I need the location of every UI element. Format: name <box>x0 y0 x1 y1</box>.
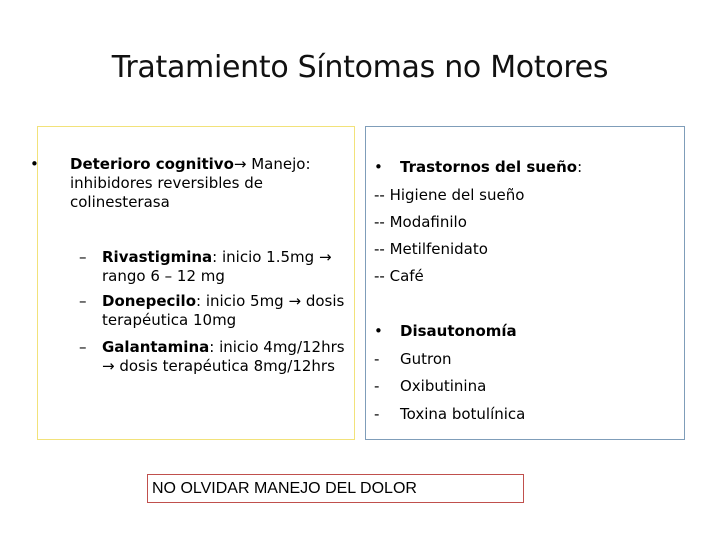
drug-dose-range: rango 6 – 12 mg <box>102 267 225 285</box>
cognitive-item <box>70 155 340 212</box>
slide-title: Tratamiento Síntomas no Motores <box>111 50 609 85</box>
arrow-icon: → <box>288 292 302 310</box>
arrow-icon: → <box>102 357 115 375</box>
sleep-item: -- Café <box>374 267 424 285</box>
sleep-item: -- Metilfenidato <box>374 240 488 258</box>
autonomic-heading: Disautonomía <box>400 322 517 340</box>
dash-icon: – <box>79 292 87 310</box>
cognitive-description: Manejo: inhibidores reversibles de colinesterasa <box>70 155 311 211</box>
sleep-title: Trastornos del sueño <box>400 158 578 176</box>
drug-item-donepecilo <box>79 292 359 330</box>
sleep-colon: : <box>577 158 583 176</box>
sleep-item: -- Higiene del sueño <box>374 186 525 204</box>
drug-dose-start: : inicio 1.5mg <box>212 248 319 266</box>
dash-icon: - <box>374 377 380 395</box>
bullet-cognitive: • <box>30 155 39 173</box>
drug-item-galantamina <box>79 338 359 376</box>
drug-dose-range: dosis terapéutica 10mg <box>102 292 345 329</box>
bullet-autonomic: • <box>374 322 383 340</box>
drug-name: Donepecilo <box>102 292 196 310</box>
autonomic-item: Toxina botulínica <box>400 405 526 423</box>
dash-icon: – <box>79 248 87 266</box>
dash-icon: - <box>374 405 380 423</box>
drug-name: Galantamina <box>102 338 210 356</box>
arrow-icon: → <box>318 248 332 266</box>
drug-name: Rivastigmina <box>102 248 213 266</box>
drug-dose-start: : inicio 4mg/12hrs <box>209 338 345 356</box>
autonomic-item: Gutron <box>400 350 452 368</box>
autonomic-item: Oxibutinina <box>400 377 487 395</box>
arrow-icon: → <box>233 155 247 173</box>
drug-dose-start: : inicio 5mg <box>196 292 289 310</box>
sleep-item: -- Modafinilo <box>374 213 467 231</box>
dash-icon: – <box>79 338 87 356</box>
drug-item-rivastigmina <box>79 248 359 286</box>
sleep-heading <box>400 158 582 177</box>
dash-icon: - <box>374 350 380 368</box>
bullet-sleep: • <box>374 158 383 176</box>
cognitive-heading: Deterioro cognitivo <box>70 155 234 173</box>
pain-note: NO OLVIDAR MANEJO DEL DOLOR <box>147 474 524 503</box>
drug-dose-range: dosis terapéutica 8mg/12hrs <box>114 357 335 375</box>
